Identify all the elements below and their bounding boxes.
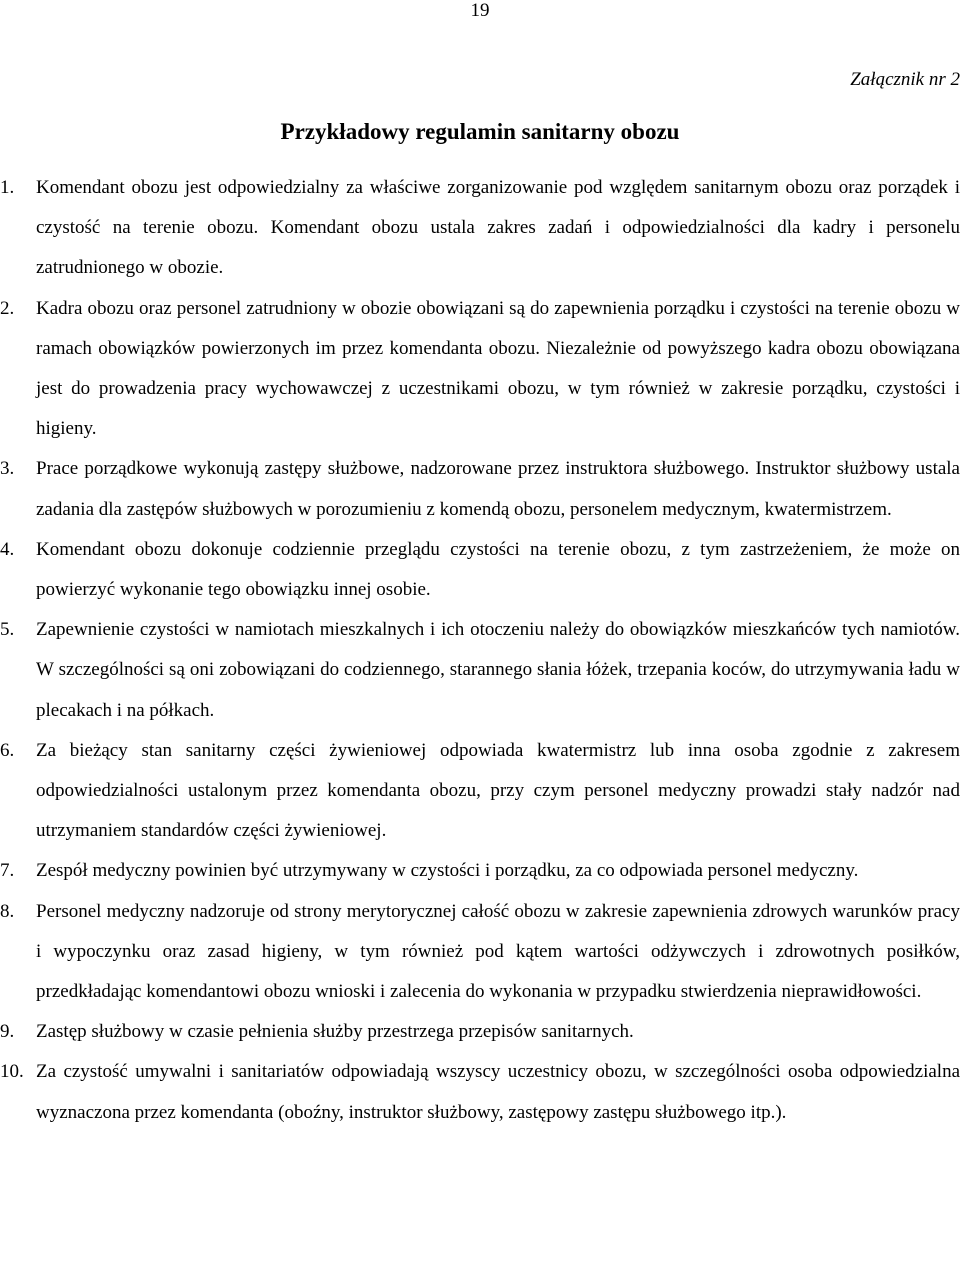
- rule-text: Personel medyczny nadzoruje od strony merytorycznej całość obozu w zakresie zapewnienia zdrowych warunków pracy i wypoczynku oraz zasad higieny, w tym również pod kątem wartości odżywczych i zdrowotnych posiłków, przedkładając komendantowi obozu wnioski i zalecenia do wykonania w przypadku stwierdzenia nieprawidłowości.: [36, 900, 960, 1003]
- rule-item: [0, 1012, 960, 1052]
- rule-text: Zespół medyczny powinien być utrzymywany w czystości i porządku, za co odpowiada personel medyczny.: [36, 860, 859, 882]
- page-number: 19: [470, 0, 490, 21]
- rule-number: 3.: [0, 458, 15, 480]
- rule-number: 1.: [0, 177, 15, 198]
- rules-list: [0, 168, 960, 1133]
- rule-item: [0, 731, 960, 852]
- rule-number: 2.: [0, 297, 15, 319]
- rule-number: 7.: [0, 860, 15, 882]
- rule-item: [0, 892, 960, 1013]
- rule-number: 8.: [0, 900, 15, 922]
- rule-text: Prace porządkowe wykonują zastępy służbowe, nadzorowane przez instruktora służbowego. Instruktor służbowy ustala zadania dla zastępów służbowych w porozumieniu z komendą obozu, personelem medycznym, kwatermistrzem.: [36, 458, 960, 520]
- rule-number: 9.: [0, 1021, 15, 1043]
- rule-number: 5.: [0, 619, 15, 641]
- rule-text: Zapewnienie czystości w namiotach mieszkalnych i ich otoczeniu należy do obowiązków mieszkańców tych namiotów. W szczególności są oni zobowiązani do codziennego, starannego słania łóżek, trzepania koców, do utrzymywania ładu w plecakach i na półkach.: [36, 619, 960, 721]
- rule-text: Komendant obozu jest odpowiedzialny za właściwe zorganizowanie pod względem sanitarnym obozu oraz porządek i czystość na terenie obozu. Komendant obozu ustala zakres zadań i odpowiedzialności dla kadry i personelu zatrudnionego w obozie.: [36, 177, 960, 279]
- rule-text: Zastęp służbowy w czasie pełnienia służby przestrzega przepisów sanitarnych.: [36, 1021, 634, 1043]
- rule-number: 6.: [0, 739, 15, 761]
- rule-number: 4.: [0, 538, 15, 560]
- rule-item: [0, 1052, 960, 1132]
- rule-item: [0, 289, 960, 450]
- rule-text: Komendant obozu dokonuje codziennie przeglądu czystości na terenie obozu, z tym zastrzeżeniem, że może on powierzyć wykonanie tego obowiązku innej osobie.: [36, 538, 960, 601]
- annex-label: Załącznik nr 2: [850, 69, 960, 90]
- document-title: Przykładowy regulamin sanitarny obozu: [280, 119, 680, 144]
- rule-number: 10.: [0, 1061, 24, 1083]
- rule-item: [0, 610, 960, 731]
- rule-item: [0, 168, 960, 289]
- rule-item: [0, 449, 960, 529]
- rule-text: Za czystość umywalni i sanitariatów odpowiadają wszyscy uczestnicy obozu, w szczególności osoba odpowiedzialna wyznaczona przez komendanta (oboźny, instruktor służbowy, zastępowy zastępu służbowego itp.).: [36, 1061, 960, 1123]
- rule-text: Za bieżący stan sanitarny części żywieniowej odpowiada kwatermistrz lub inna osoba zgodnie z zakresem odpowiedzialności ustalonym przez komendanta obozu, przy czym personel medyczny prowadzi stały nadzór nad utrzymaniem standardów części żywieniowej.: [36, 739, 960, 842]
- rule-item: [0, 530, 960, 610]
- rule-text: Kadra obozu oraz personel zatrudniony w obozie obowiązani są do zapewnienia porządku i czystości na terenie obozu w ramach obowiązków powierzonych im przez komendanta obozu. Niezależnie od powyższego kadra obozu obowiązana jest do prowadzenia pracy wychowawczej z uczestnikami obozu, w tym również w zakresie porządku, czystości i higieny.: [36, 297, 960, 440]
- rule-item: [0, 851, 960, 891]
